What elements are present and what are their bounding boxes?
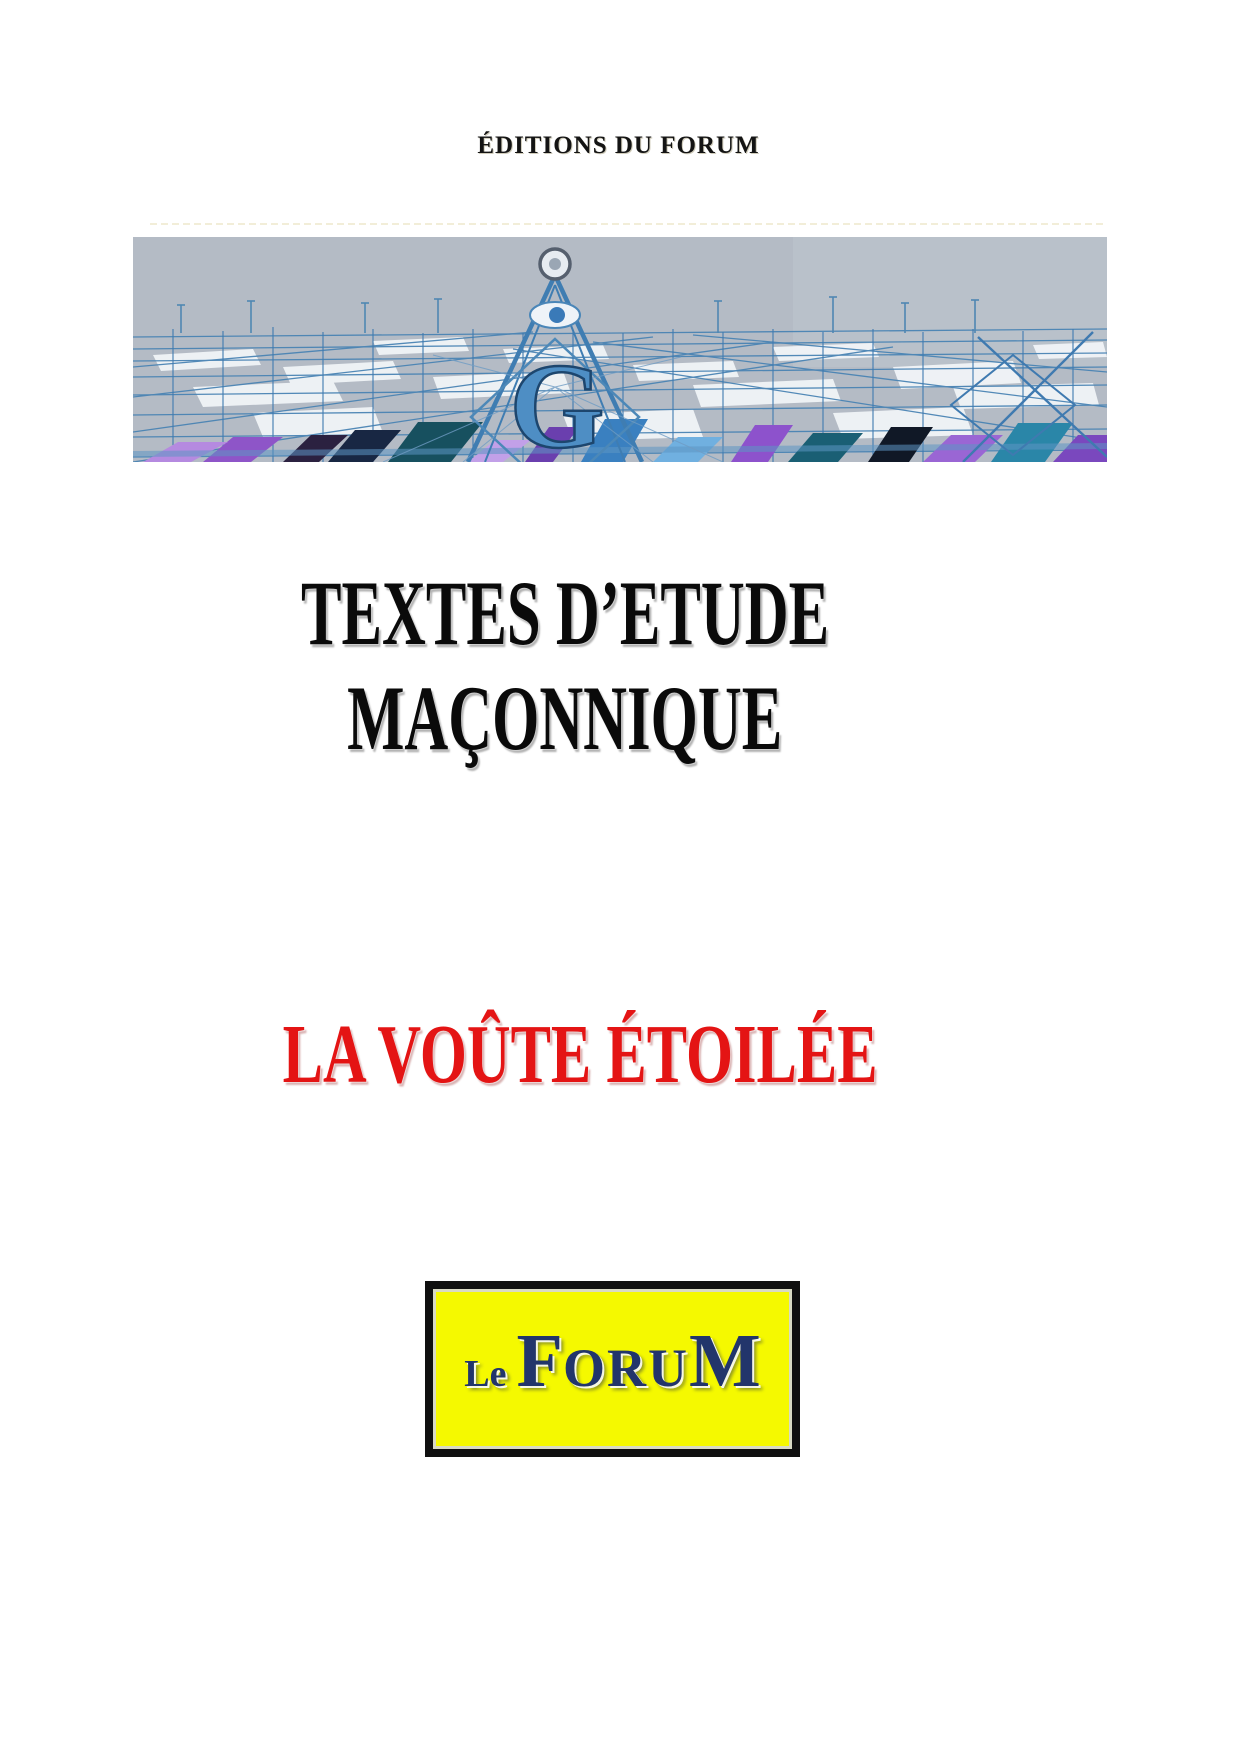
- title-line-2: MAÇONNIQUE: [347, 667, 783, 770]
- subtitle-text: LA VOÛTE ÉTOILÉE: [282, 1008, 878, 1101]
- subtitle-block: [0, 1008, 1200, 1102]
- logo-letter-f: F: [516, 1319, 563, 1403]
- le-forum-logo: [425, 1281, 800, 1457]
- logo-letter-m: M: [688, 1319, 761, 1403]
- letter-g: G: [509, 339, 605, 462]
- le-forum-logo-text: [464, 1319, 761, 1403]
- publisher-line: ÉDITIONS DU FORUM: [477, 132, 760, 159]
- logo-word-le: Le: [464, 1353, 507, 1395]
- masonic-banner-image: [133, 237, 1107, 462]
- main-title: [0, 562, 1185, 770]
- banner-top-rule: [150, 223, 1107, 225]
- title-line-1: TEXTES D’ETUDE: [300, 562, 830, 664]
- logo-letters-oru: ORU: [562, 1338, 689, 1398]
